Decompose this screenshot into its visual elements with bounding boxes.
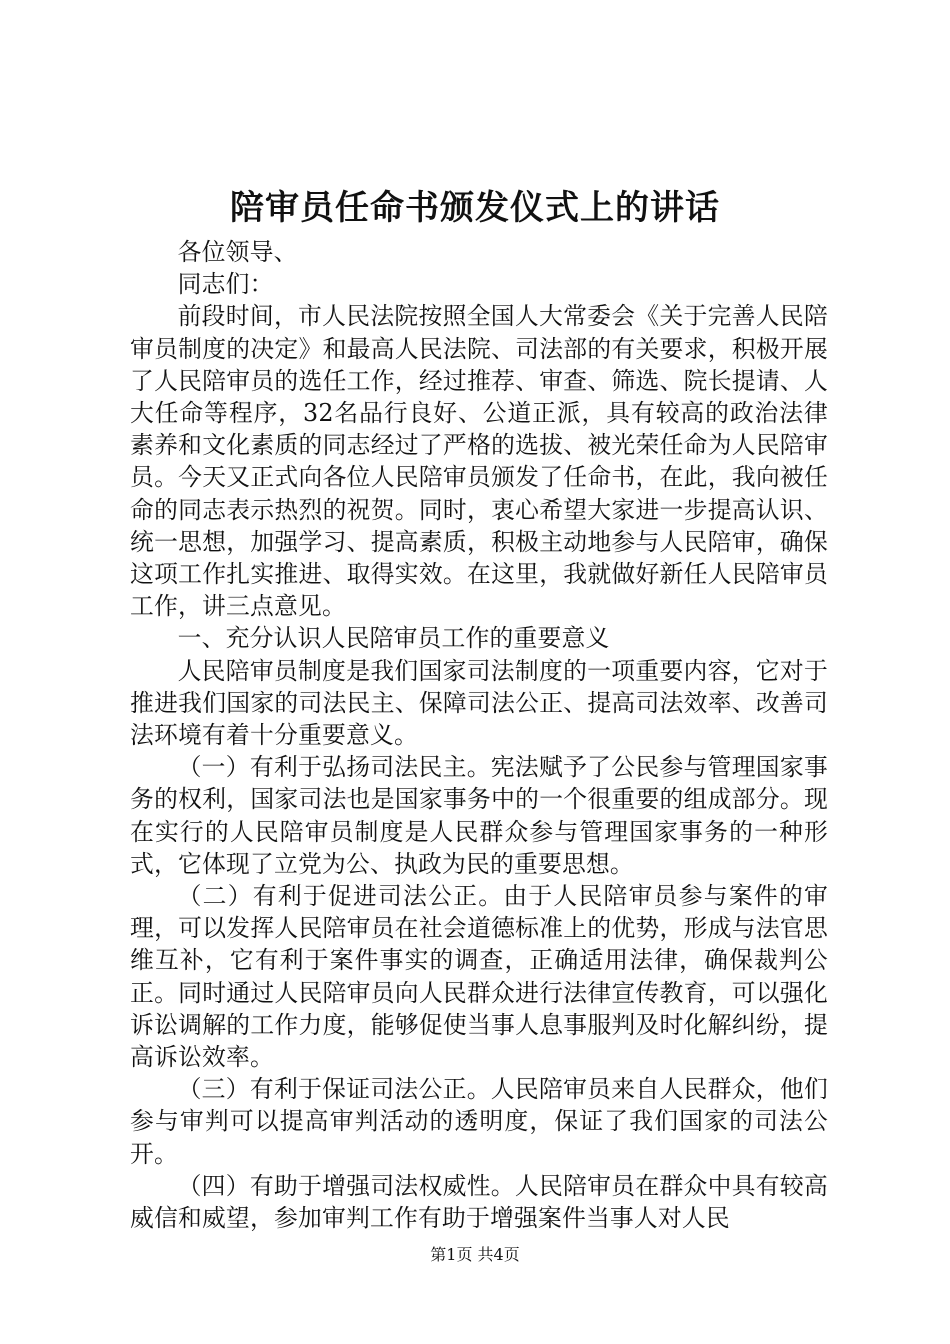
salutation-line: 各位领导、: [177, 238, 298, 266]
body-paragraph: （三）有利于保证司法公正。人民陪审员来自人民群众，他们参与审判可以提高审判活动的透明度，保证了我们国家的司法公开。: [130, 1075, 828, 1168]
page-number-footer: 第1页 共4页: [430, 1245, 520, 1264]
salutation-line: 同志们：: [177, 270, 274, 299]
body-paragraph: （四）有助于增强司法权威性。人民陪审员在群众中具有较高威信和威望，参加审判工作有助于增强案件当事人对人民: [130, 1171, 828, 1233]
section-heading: 一、充分认识人民陪审员工作的重要意义: [177, 624, 610, 653]
body-paragraph: 人民陪审员制度是我们国家司法制度的一项重要内容，它对于推进我们国家的司法民主、保障司法公正、提高司法效率、改善司法环境有着十分重要意义。: [130, 656, 828, 750]
document-title: 陪审员任命书颁发仪式上的讲话: [230, 188, 720, 228]
body-paragraph: 前段时间，市人民法院按照全国人大常委会《关于完善人民陪审员制度的决定》和最高人民法院、司法部的有关要求，积极开展了人民陪审员的选任工作，经过推荐、审查、筛选、院长提请、人大任命等程序，32名品行良好、公道正派，具有较高的政治法律素养和文化素质的同志经过了严格的选拔、被光荣任命为人民陪审员。今天又正式向各位人民陪审员颁发了任命书，在此，我向被任命的同志表示热烈的祝贺。同时，衷心希望大家进一步提高认识、统一思想，加强学习、提高素质，积极主动地参与人民陪审，确保这项工作扎实推进、取得实效。在这里，我就做好新任人民陪审员工作，讲三点意见。: [130, 302, 828, 621]
document-body: [130, 236, 828, 1234]
body-paragraph: （一）有利于弘扬司法民主。宪法赋予了公民参与管理国家事务的权利，国家司法也是国家事务中的一个很重要的组成部分。现在实行的人民陪审员制度是人民群众参与管理国家事务的一种形式，它体现了立党为公、执政为民的重要思想。: [130, 753, 828, 878]
body-paragraph: （二）有利于促进司法公正。由于人民陪审员参与案件的审理，可以发挥人民陪审员在社会道德标准上的优势，形成与法官思维互补，它有利于案件事实的调查，正确适用法律，确保裁判公正。同时通过人民陪审员向人民群众进行法律宣传教育，可以强化诉讼调解的工作力度，能够促使当事人息事服判及时化解纠纷，提高诉讼效率。: [130, 882, 828, 1072]
